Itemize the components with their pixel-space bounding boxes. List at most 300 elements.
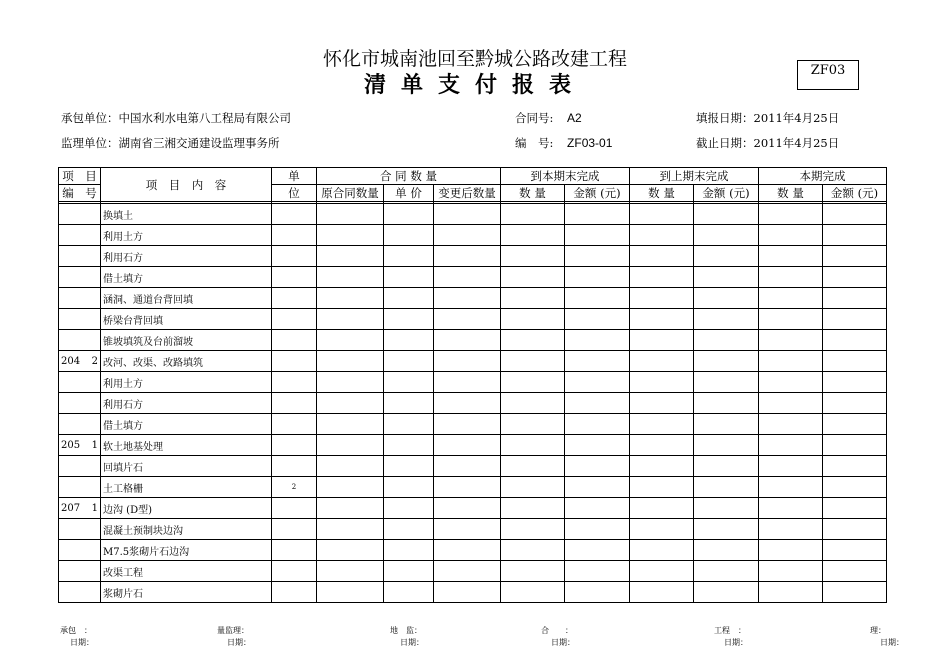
header-previous-qty: 数 量	[630, 185, 694, 202]
value-cell	[630, 414, 694, 435]
payment-table	[58, 167, 887, 603]
value-cell	[317, 435, 384, 456]
header-item-no-top: 项 目	[59, 168, 101, 185]
value-cell	[384, 393, 434, 414]
table-row	[59, 372, 887, 393]
value-cell	[317, 456, 384, 477]
unit-cell	[272, 225, 317, 246]
item-code-cell	[59, 456, 101, 477]
value-cell	[317, 309, 384, 330]
value-cell	[630, 561, 694, 582]
unit-cell	[272, 351, 317, 372]
value-cell	[565, 498, 630, 519]
signature-date-label: 日期：	[880, 638, 904, 647]
value-cell	[434, 582, 501, 603]
item-code-cell	[59, 540, 101, 561]
signature-label: 理：	[870, 626, 886, 635]
value-cell	[501, 582, 565, 603]
value-cell	[501, 267, 565, 288]
value-cell	[384, 561, 434, 582]
value-cell	[384, 330, 434, 351]
contract-no-label: 合同号:	[515, 111, 554, 125]
header-to-current: 到本期末完成	[501, 168, 630, 185]
value-cell	[630, 456, 694, 477]
value-cell	[565, 267, 630, 288]
table-row	[59, 225, 887, 246]
unit-cell	[272, 246, 317, 267]
value-cell	[694, 393, 759, 414]
contract-no-value: A2	[567, 111, 582, 125]
supervisor-label: 监理单位：	[61, 136, 119, 150]
signature-label: 合 ：	[541, 626, 573, 635]
value-cell	[630, 204, 694, 225]
item-name-cell: M7.5浆砌片石边沟	[101, 540, 272, 561]
value-cell	[384, 519, 434, 540]
value-cell	[759, 393, 823, 414]
signature-date-label: 日期：	[70, 638, 94, 647]
value-cell	[759, 519, 823, 540]
value-cell	[565, 372, 630, 393]
item-name-cell: 改渠工程	[101, 561, 272, 582]
value-cell	[565, 225, 630, 246]
item-code-cell	[59, 582, 101, 603]
form-code-box: ZF03	[797, 60, 859, 90]
header-orig-qty: 原合同数量	[317, 185, 384, 202]
value-cell	[501, 414, 565, 435]
header-item-no-bottom: 编 号	[59, 185, 101, 202]
value-cell	[501, 435, 565, 456]
cutoff-date-value: 2011年4月25日	[753, 136, 840, 150]
value-cell	[630, 225, 694, 246]
value-cell	[384, 288, 434, 309]
unit-cell	[272, 561, 317, 582]
item-name-cell: 混凝土预制块边沟	[101, 519, 272, 540]
table-row	[59, 435, 887, 456]
item-code-cell	[59, 246, 101, 267]
value-cell	[630, 582, 694, 603]
item-name-cell: 回填片石	[101, 456, 272, 477]
unit-cell	[272, 435, 317, 456]
unit-cell	[272, 372, 317, 393]
value-cell	[384, 309, 434, 330]
table-row	[59, 309, 887, 330]
value-cell	[384, 498, 434, 519]
header-period-amount: 金额 (元)	[823, 185, 887, 202]
value-cell	[823, 267, 887, 288]
value-cell	[823, 519, 887, 540]
item-name-cell: 锥坡填筑及台前溜坡	[101, 330, 272, 351]
value-cell	[384, 582, 434, 603]
item-code-cell	[59, 309, 101, 330]
value-cell	[317, 498, 384, 519]
item-code-cell	[59, 225, 101, 246]
value-cell	[823, 414, 887, 435]
value-cell	[823, 540, 887, 561]
table-row	[59, 540, 887, 561]
unit-cell	[272, 393, 317, 414]
value-cell	[565, 435, 630, 456]
value-cell	[434, 204, 501, 225]
serial-value: ZF03-01	[567, 136, 613, 150]
header-changed-qty: 变更后数量	[434, 185, 501, 202]
value-cell	[384, 351, 434, 372]
value-cell	[630, 351, 694, 372]
value-cell	[501, 204, 565, 225]
item-name-cell: 桥梁台背回填	[101, 309, 272, 330]
signature-date-label: 日期：	[227, 638, 251, 647]
item-name-cell: 软土地基处理	[101, 435, 272, 456]
item-name-cell: 利用石方	[101, 393, 272, 414]
value-cell	[501, 372, 565, 393]
supervisor-value: 湖南省三湘交通建设监理事务所	[118, 136, 280, 150]
item-code-cell	[59, 330, 101, 351]
item-code-cell	[59, 372, 101, 393]
value-cell	[759, 414, 823, 435]
value-cell	[434, 477, 501, 498]
value-cell	[694, 582, 759, 603]
value-cell	[434, 288, 501, 309]
item-name-cell: 换填土	[101, 204, 272, 225]
value-cell	[565, 540, 630, 561]
value-cell	[384, 204, 434, 225]
value-cell	[759, 330, 823, 351]
contractor-value: 中国水利水电第八工程局有限公司	[118, 111, 291, 125]
value-cell	[823, 372, 887, 393]
item-code-main: 204	[61, 355, 81, 367]
header-to-previous: 到上期末完成	[630, 168, 759, 185]
value-cell	[823, 351, 887, 372]
table-row	[59, 498, 887, 519]
value-cell	[630, 330, 694, 351]
value-cell	[694, 372, 759, 393]
value-cell	[317, 267, 384, 288]
value-cell	[823, 582, 887, 603]
value-cell	[317, 393, 384, 414]
value-cell	[501, 519, 565, 540]
signature-date-label: 日期：	[724, 638, 748, 647]
value-cell	[565, 582, 630, 603]
item-code-cell	[59, 435, 101, 456]
value-cell	[434, 456, 501, 477]
value-cell	[384, 225, 434, 246]
unit-cell	[272, 540, 317, 561]
value-cell	[759, 582, 823, 603]
value-cell	[501, 351, 565, 372]
table-row	[59, 456, 887, 477]
value-cell	[823, 498, 887, 519]
value-cell	[823, 204, 887, 225]
value-cell	[630, 309, 694, 330]
item-code-main: 207	[61, 502, 81, 514]
value-cell	[501, 561, 565, 582]
value-cell	[823, 393, 887, 414]
value-cell	[630, 246, 694, 267]
table-row	[59, 477, 887, 498]
contractor-label: 承包单位：	[61, 111, 119, 125]
value-cell	[694, 288, 759, 309]
value-cell	[630, 498, 694, 519]
value-cell	[759, 372, 823, 393]
value-cell	[630, 372, 694, 393]
value-cell	[317, 246, 384, 267]
value-cell	[694, 351, 759, 372]
value-cell	[501, 309, 565, 330]
value-cell	[434, 267, 501, 288]
value-cell	[317, 330, 384, 351]
value-cell	[759, 246, 823, 267]
value-cell	[759, 267, 823, 288]
report-date-label: 填报日期：	[696, 111, 754, 125]
value-cell	[759, 435, 823, 456]
value-cell	[759, 225, 823, 246]
signature-label: 工程 ：	[714, 626, 746, 635]
item-code-cell	[59, 477, 101, 498]
value-cell	[565, 477, 630, 498]
table-row	[59, 351, 887, 372]
value-cell	[317, 288, 384, 309]
value-cell	[759, 351, 823, 372]
value-cell	[823, 477, 887, 498]
value-cell	[694, 204, 759, 225]
cutoff-date-label: 截止日期：	[696, 136, 754, 150]
item-code-cell	[59, 498, 101, 519]
table-row	[59, 519, 887, 540]
value-cell	[501, 330, 565, 351]
value-cell	[694, 309, 759, 330]
value-cell	[630, 393, 694, 414]
value-cell	[759, 204, 823, 225]
value-cell	[694, 330, 759, 351]
value-cell	[565, 309, 630, 330]
value-cell	[694, 498, 759, 519]
signature-date-label: 日期：	[551, 638, 575, 647]
value-cell	[317, 225, 384, 246]
value-cell	[501, 540, 565, 561]
value-cell	[434, 561, 501, 582]
value-cell	[694, 435, 759, 456]
value-cell	[823, 561, 887, 582]
item-code-cell	[59, 519, 101, 540]
unit-cell	[272, 498, 317, 519]
item-code-cell	[59, 561, 101, 582]
unit-cell	[272, 519, 317, 540]
item-name-cell: 边沟 (D型)	[101, 498, 272, 519]
value-cell	[384, 540, 434, 561]
table-row	[59, 414, 887, 435]
value-cell	[384, 246, 434, 267]
table-row	[59, 561, 887, 582]
value-cell	[501, 246, 565, 267]
item-name-cell: 改河、改渠、改路填筑	[101, 351, 272, 372]
value-cell	[694, 456, 759, 477]
item-code-cell	[59, 288, 101, 309]
value-cell	[501, 393, 565, 414]
value-cell	[823, 435, 887, 456]
unit-cell	[272, 582, 317, 603]
value-cell	[694, 267, 759, 288]
header-current-amount: 金额 (元)	[565, 185, 630, 202]
item-code-sub: 2	[91, 355, 98, 367]
value-cell	[317, 372, 384, 393]
signature-date-label: 日期：	[400, 638, 424, 647]
header-period-qty: 数 量	[759, 185, 823, 202]
value-cell	[759, 309, 823, 330]
value-cell	[434, 372, 501, 393]
signature-label: 地 监：	[390, 626, 422, 635]
value-cell	[317, 351, 384, 372]
unit-cell	[272, 204, 317, 225]
table-row	[59, 246, 887, 267]
contractor-line	[61, 110, 291, 126]
value-cell	[384, 456, 434, 477]
value-cell	[434, 498, 501, 519]
item-code-cell	[59, 393, 101, 414]
table-row	[59, 582, 887, 603]
item-code-sub: 1	[91, 439, 98, 451]
value-cell	[317, 477, 384, 498]
value-cell	[317, 519, 384, 540]
value-cell	[317, 204, 384, 225]
value-cell	[501, 498, 565, 519]
unit-cell	[272, 456, 317, 477]
value-cell	[630, 519, 694, 540]
value-cell	[630, 477, 694, 498]
value-cell	[565, 288, 630, 309]
header-current-qty: 数 量	[501, 185, 565, 202]
value-cell	[384, 477, 434, 498]
item-name-cell: 浆砌片石	[101, 582, 272, 603]
value-cell	[565, 414, 630, 435]
item-name-cell: 利用土方	[101, 372, 272, 393]
value-cell	[630, 267, 694, 288]
table-row	[59, 330, 887, 351]
page-subtitle: 清单支付报表	[363, 73, 586, 98]
value-cell	[565, 456, 630, 477]
header-row-1	[59, 168, 887, 185]
unit-cell	[272, 414, 317, 435]
value-cell	[823, 456, 887, 477]
value-cell	[384, 414, 434, 435]
header-contract-qty: 合 同 数 量	[317, 168, 501, 185]
item-name-cell: 土工格栅	[101, 477, 272, 498]
signature-label: 承包 ：	[60, 626, 92, 635]
table-row	[59, 267, 887, 288]
value-cell	[823, 246, 887, 267]
value-cell	[823, 309, 887, 330]
value-cell	[630, 288, 694, 309]
value-cell	[434, 225, 501, 246]
value-cell	[501, 477, 565, 498]
value-cell	[694, 414, 759, 435]
serial-line	[515, 135, 612, 151]
value-cell	[317, 561, 384, 582]
value-cell	[501, 288, 565, 309]
value-cell	[694, 246, 759, 267]
value-cell	[694, 519, 759, 540]
value-cell	[434, 414, 501, 435]
value-cell	[565, 351, 630, 372]
unit-cell	[272, 330, 317, 351]
header-item-content: 项 目 内 容	[101, 168, 272, 202]
value-cell	[434, 330, 501, 351]
value-cell	[565, 393, 630, 414]
serial-label: 编 号:	[515, 136, 554, 150]
value-cell	[434, 519, 501, 540]
item-name-cell: 借土填方	[101, 414, 272, 435]
value-cell	[565, 330, 630, 351]
header-this-period: 本期完成	[759, 168, 887, 185]
item-code-sub: 1	[91, 502, 98, 514]
item-name-cell: 利用石方	[101, 246, 272, 267]
value-cell	[434, 435, 501, 456]
value-cell	[384, 267, 434, 288]
item-name-cell: 涵洞、通道台背回填	[101, 288, 272, 309]
value-cell	[501, 456, 565, 477]
value-cell	[565, 204, 630, 225]
value-cell	[501, 225, 565, 246]
value-cell	[434, 351, 501, 372]
unit-cell	[272, 267, 317, 288]
value-cell	[759, 456, 823, 477]
value-cell	[694, 540, 759, 561]
value-cell	[694, 561, 759, 582]
header-unit-top: 单	[272, 168, 317, 185]
value-cell	[630, 435, 694, 456]
report-date-value: 2011年4月25日	[753, 111, 840, 125]
value-cell	[434, 393, 501, 414]
value-cell	[317, 582, 384, 603]
value-cell	[565, 519, 630, 540]
item-code-cell	[59, 351, 101, 372]
value-cell	[434, 540, 501, 561]
unit-cell	[272, 309, 317, 330]
value-cell	[759, 498, 823, 519]
value-cell	[384, 435, 434, 456]
table-row	[59, 393, 887, 414]
value-cell	[759, 288, 823, 309]
cutoff-date-line	[696, 135, 839, 151]
value-cell	[317, 540, 384, 561]
item-code-main: 205	[61, 439, 81, 451]
unit-cell	[272, 288, 317, 309]
value-cell	[434, 246, 501, 267]
value-cell	[823, 330, 887, 351]
item-name-cell: 利用土方	[101, 225, 272, 246]
value-cell	[434, 309, 501, 330]
value-cell	[630, 540, 694, 561]
contract-no-line	[515, 110, 582, 126]
item-name-cell: 借土填方	[101, 267, 272, 288]
unit-cell: 2	[272, 477, 317, 498]
table-row	[59, 288, 887, 309]
page-title: 怀化市城南池回至黔城公路改建工程	[322, 48, 627, 70]
header-previous-amount: 金额 (元)	[694, 185, 759, 202]
item-code-cell	[59, 204, 101, 225]
value-cell	[823, 225, 887, 246]
supervisor-line	[61, 135, 280, 151]
value-cell	[694, 225, 759, 246]
report-date-line	[696, 110, 839, 126]
value-cell	[384, 372, 434, 393]
value-cell	[759, 477, 823, 498]
item-code-cell	[59, 414, 101, 435]
header-unit-bottom: 位	[272, 185, 317, 202]
value-cell	[759, 561, 823, 582]
signature-label: 量监理：	[217, 626, 249, 635]
header-unit-price: 单 价	[384, 185, 434, 202]
table-row	[59, 204, 887, 225]
value-cell	[565, 246, 630, 267]
